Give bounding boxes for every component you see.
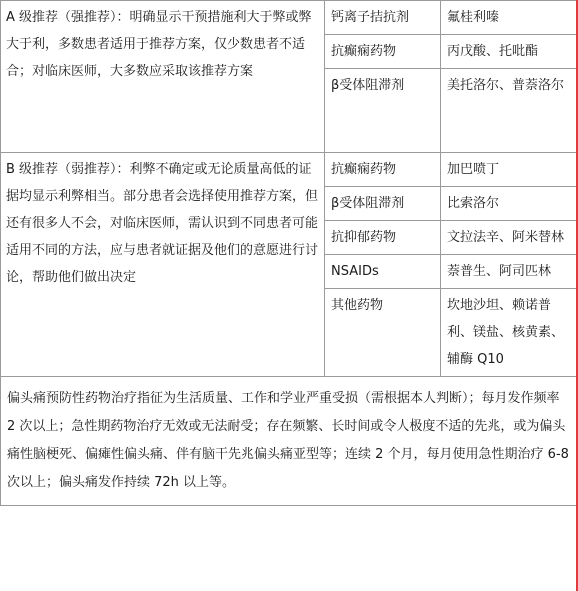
drug-category: 钙离子拮抗剂 xyxy=(325,1,441,35)
drug-names: 氟桂利嗪 xyxy=(441,1,577,35)
table-row xyxy=(1,153,577,187)
drug-names: 坎地沙坦、赖诺普利、镁盐、核黄素、辅酶 Q10 xyxy=(441,289,577,377)
drug-category: β受体阻滞剂 xyxy=(325,187,441,221)
drug-names: 萘普生、阿司匹林 xyxy=(441,255,577,289)
drug-category: NSAIDs xyxy=(325,255,441,289)
grade-b-description: B 级推荐（弱推荐）：利弊不确定或无论质量高低的证据均显示利弊相当。部分患者会选择使用推荐方案，但还有很多人不会，对临床医师，需认识到不同患者可能适用不同的方法，应与患者就证据及他们的意愿进行讨论，帮助他们做出决定 xyxy=(1,153,325,377)
indication-note: 偏头痛预防性药物治疗指征为生活质量、工作和学业严重受损（需根据本人判断）；每月发作频率 2 次以上；急性期药物治疗无效或无法耐受；存在频繁、长时间或令人极度不适的先兆，或为偏头痛性脑梗死、偏瘫性偏头痛、伴有脑干先兆偏头痛亚型等；连续 2 个月，每月使用急性期治疗 6-8 次以上；偏头痛发作持续 72h 以上等。 xyxy=(1,377,577,506)
drug-names: 加巴喷丁 xyxy=(441,153,577,187)
drug-category: 抗癫痫药物 xyxy=(325,153,441,187)
drug-category: 其他药物 xyxy=(325,289,441,377)
drug-category: β受体阻滞剂 xyxy=(325,69,441,153)
drug-names: 丙戊酸、托吡酯 xyxy=(441,35,577,69)
table-row xyxy=(1,377,577,506)
drug-names: 文拉法辛、阿米替林 xyxy=(441,221,577,255)
table-row xyxy=(1,1,577,35)
drug-category: 抗抑郁药物 xyxy=(325,221,441,255)
drug-category: 抗癫痫药物 xyxy=(325,35,441,69)
drug-names: 比索洛尔 xyxy=(441,187,577,221)
grade-a-description: A 级推荐（强推荐）：明确显示干预措施利大于弊或弊大于利，多数患者适用于推荐方案，仅少数患者不适合；对临床医师，大多数应采取该推荐方案 xyxy=(1,1,325,153)
drug-names: 美托洛尔、普萘洛尔 xyxy=(441,69,577,153)
